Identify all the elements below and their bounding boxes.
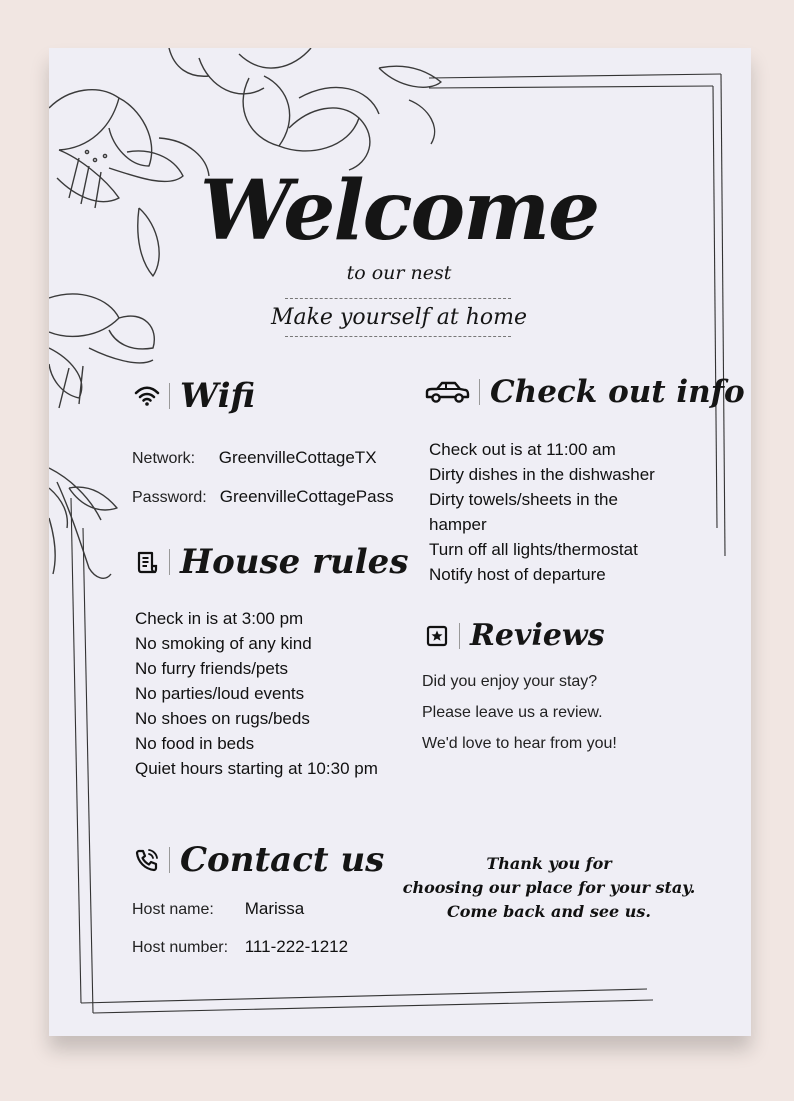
list-item: Dirty towels/sheets in the <box>429 490 618 509</box>
wifi-network-row <box>132 448 377 468</box>
thank-you-line: choosing our place for your stay. <box>402 878 696 897</box>
rules-list <box>135 606 378 781</box>
list-item: Check in is at 3:00 pm <box>135 609 304 628</box>
phone-icon <box>133 846 161 874</box>
contact-heading <box>133 840 384 880</box>
list-item: No food in beds <box>135 734 255 753</box>
checkout-heading <box>423 374 745 410</box>
list-item: No smoking of any kind <box>135 634 312 653</box>
wifi-heading-text: Wifi <box>180 376 256 416</box>
wifi-heading <box>133 376 255 416</box>
list-item: Check out is at 11:00 am <box>429 440 616 459</box>
divider-top <box>285 298 511 299</box>
reviews-list <box>422 666 617 759</box>
host-name-label: Host name: <box>132 901 214 918</box>
host-name-row <box>132 899 304 919</box>
list-item: hamper <box>429 515 487 534</box>
host-number-label: Host number: <box>132 939 229 956</box>
checkout-list <box>429 437 655 587</box>
network-label: Network: <box>132 450 196 467</box>
rules-heading <box>133 542 408 582</box>
heading-separator <box>169 847 170 873</box>
welcome-subtitle: to our nest <box>346 262 452 284</box>
document-icon <box>133 548 161 576</box>
list-item: Quiet hours starting at 10:30 pm <box>135 759 378 778</box>
reviews-heading <box>423 618 605 653</box>
network-value: GreenvilleCottageTX <box>218 448 377 467</box>
list-item: Dirty dishes in the dishwasher <box>429 465 655 484</box>
heading-separator <box>169 549 170 575</box>
list-item: No parties/loud events <box>135 684 305 703</box>
car-icon <box>423 378 471 406</box>
welcome-card <box>49 48 751 1036</box>
reviews-heading-text: Reviews <box>470 618 605 653</box>
password-label: Password: <box>132 489 207 506</box>
list-item: Turn off all lights/thermostat <box>429 540 638 559</box>
contact-heading-text: Contact us <box>180 840 385 880</box>
heading-separator <box>459 623 460 649</box>
checkout-heading-text: Check out info <box>490 374 745 410</box>
host-number-value: 111-222-1212 <box>244 937 349 956</box>
list-item: Notify host of departure <box>429 565 606 584</box>
list-item: Did you enjoy your stay? <box>422 673 598 690</box>
star-badge-icon <box>423 622 451 650</box>
list-item: No shoes on rugs/beds <box>135 709 310 728</box>
host-number-row <box>132 937 348 957</box>
heading-separator <box>479 379 480 405</box>
thank-you-note <box>399 852 699 924</box>
divider-bottom <box>285 336 511 337</box>
welcome-tagline: Make yourself at home <box>270 305 528 330</box>
thank-you-line: Thank you for <box>486 854 612 873</box>
password-value: GreenvilleCottagePass <box>219 487 394 506</box>
wifi-icon <box>133 382 161 410</box>
wifi-password-row <box>132 487 394 507</box>
list-item: Please leave us a review. <box>422 704 603 721</box>
welcome-title: Welcome <box>199 163 599 259</box>
rules-heading-text: House rules <box>180 542 409 582</box>
list-item: No furry friends/pets <box>135 659 289 678</box>
list-item: We'd love to hear from you! <box>422 735 617 752</box>
host-name-value: Marissa <box>244 899 305 918</box>
heading-separator <box>169 383 170 409</box>
thank-you-line: Come back and see us. <box>447 902 651 921</box>
